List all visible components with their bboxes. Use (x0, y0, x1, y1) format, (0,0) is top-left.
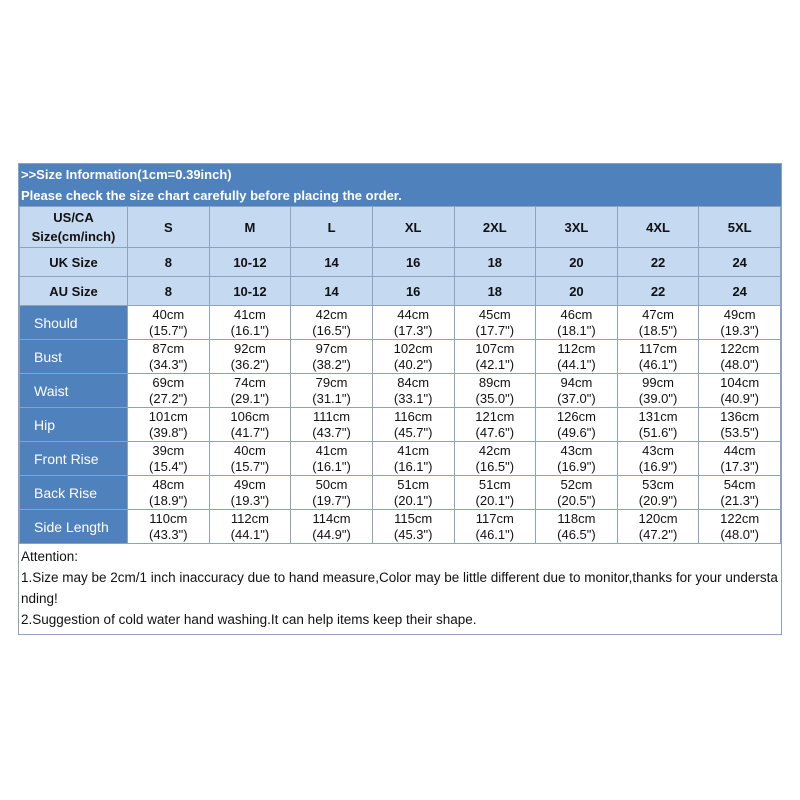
measurement-cell (291, 510, 373, 544)
measurement-cell (372, 510, 454, 544)
cm-value: 117cm (475, 510, 514, 526)
cm-value: 87cm (152, 340, 185, 356)
inch-value: (16.1") (393, 458, 433, 474)
cm-value: 53cm (642, 476, 674, 492)
inch-value: (17.7") (475, 322, 515, 338)
size-table (19, 206, 781, 544)
inch-value: (17.3") (393, 322, 433, 338)
measurement-cell (536, 408, 618, 442)
inch-value: (43.3") (149, 526, 188, 542)
measurement-cell (699, 510, 781, 544)
size-header: M (209, 207, 291, 248)
inch-value: (16.9") (557, 458, 596, 474)
cm-value: 110cm (149, 510, 188, 526)
cm-value: 42cm (315, 306, 348, 322)
measurement-label: Should (20, 306, 128, 340)
inch-value: (45.7") (393, 424, 433, 440)
measurement-cell (617, 510, 699, 544)
inch-value: (48.0") (720, 526, 759, 542)
inch-value: (53.5") (720, 424, 759, 440)
cm-value: 112cm (230, 510, 269, 526)
measurement-cell (128, 476, 210, 510)
measurement-row (20, 442, 781, 476)
measurement-cell (617, 442, 699, 476)
measurement-cell (454, 306, 536, 340)
au-size-cell: 24 (699, 277, 781, 306)
cm-value: 102cm (393, 340, 433, 356)
cm-value: 44cm (397, 306, 430, 322)
attention-note-2: 2.Suggestion of cold water hand washing.It can help items keep their shape. (21, 612, 477, 627)
au-size-row (20, 277, 781, 306)
inch-value: (27.2") (149, 390, 188, 406)
inch-value: (48.0") (720, 356, 759, 372)
cm-value: 118cm (557, 510, 596, 526)
measurement-cell (536, 306, 618, 340)
measurement-label: Side Length (20, 510, 128, 544)
measurement-row (20, 510, 781, 544)
inch-value: (44.1") (230, 526, 270, 542)
cm-value: 126cm (556, 408, 596, 424)
cm-value: 45cm (478, 306, 511, 322)
measurement-cell (128, 374, 210, 408)
cm-value: 79cm (315, 374, 348, 390)
measurement-cell (617, 374, 699, 408)
uk-size-cell: 20 (536, 248, 618, 277)
inch-value: (40.9") (720, 390, 759, 406)
inch-value: (15.4") (149, 458, 188, 474)
inch-value: (51.6") (638, 424, 678, 440)
inch-value: (15.7") (230, 458, 270, 474)
inch-value: (16.5") (475, 458, 515, 474)
inch-value: (38.2") (312, 356, 351, 372)
measurement-cell (128, 510, 210, 544)
au-size-label: AU Size (20, 277, 128, 306)
measurement-cell (372, 408, 454, 442)
measurement-cell (291, 408, 373, 442)
cm-value: 41cm (234, 306, 266, 322)
attention-note-1: 1.Size may be 2cm/1 inch inaccuracy due to hand measure,Color may be little different due to monitor,thanks for your understanding! (21, 570, 778, 606)
cm-value: 43cm (642, 442, 674, 458)
uk-size-cell: 10-12 (209, 248, 291, 277)
measurement-cell (209, 408, 291, 442)
inch-value: (20.1") (475, 492, 515, 508)
cm-value: 97cm (315, 340, 348, 356)
size-header: L (291, 207, 373, 248)
size-header: 4XL (617, 207, 699, 248)
cm-value: 117cm (639, 340, 678, 356)
cm-value: 50cm (315, 476, 348, 492)
uk-size-cell: 22 (617, 248, 699, 277)
measurement-cell (617, 476, 699, 510)
inch-value: (29.1") (230, 390, 270, 406)
cm-value: 49cm (723, 306, 756, 322)
cm-value: 120cm (638, 510, 678, 526)
cm-value: 51cm (397, 476, 430, 492)
measurement-cell (291, 340, 373, 374)
inch-value: (17.3") (720, 458, 759, 474)
cm-value: 46cm (560, 306, 593, 322)
measurement-cell (128, 306, 210, 340)
measurement-cell (372, 374, 454, 408)
measurement-label: Bust (20, 340, 128, 374)
measurement-cell (209, 374, 291, 408)
inch-value: (35.0") (475, 390, 515, 406)
inch-value: (36.2") (230, 356, 270, 372)
inch-value: (37.0") (557, 390, 596, 406)
cm-value: 41cm (315, 442, 348, 458)
cm-value: 43cm (560, 442, 593, 458)
cm-value: 41cm (397, 442, 430, 458)
inch-value: (16.1") (230, 322, 270, 338)
measurement-row (20, 340, 781, 374)
inch-value: (31.1") (312, 390, 351, 406)
measurement-cell (209, 306, 291, 340)
inch-value: (47.2") (638, 526, 678, 542)
cm-value: 51cm (478, 476, 511, 492)
inch-value: (19.3") (230, 492, 270, 508)
measurement-cell (454, 476, 536, 510)
uk-size-cell: 16 (372, 248, 454, 277)
au-size-cell: 20 (536, 277, 618, 306)
measurement-cell (454, 374, 536, 408)
measurement-cell (617, 306, 699, 340)
cm-value: 92cm (234, 340, 266, 356)
measurement-cell (209, 442, 291, 476)
au-size-cell: 14 (291, 277, 373, 306)
measurement-cell (617, 340, 699, 374)
cm-value: 111cm (313, 408, 351, 424)
cm-value: 69cm (152, 374, 185, 390)
measurement-cell (536, 340, 618, 374)
measurement-label: Waist (20, 374, 128, 408)
measurement-cell (128, 442, 210, 476)
measurement-row (20, 408, 781, 442)
measurement-cell (617, 408, 699, 442)
inch-value: (46.1") (638, 356, 678, 372)
size-header: 3XL (536, 207, 618, 248)
cm-value: 116cm (394, 408, 433, 424)
cm-value: 121cm (475, 408, 515, 424)
measurement-cell (209, 510, 291, 544)
inch-value: (39.8") (149, 424, 188, 440)
inch-value: (47.6") (475, 424, 515, 440)
measurement-cell (454, 510, 536, 544)
cm-value: 74cm (234, 374, 266, 390)
size-info-title: >>Size Information(1cm=0.39inch) (21, 167, 232, 182)
measurement-cell (536, 510, 618, 544)
cm-value: 106cm (230, 408, 270, 424)
measurement-cell (699, 374, 781, 408)
inch-value: (33.1") (393, 390, 433, 406)
inch-value: (46.5") (557, 526, 596, 542)
measurement-cell (372, 306, 454, 340)
measurement-row (20, 374, 781, 408)
inch-value: (44.9") (312, 526, 351, 542)
inch-value: (15.7") (149, 322, 188, 338)
inch-value: (20.9") (638, 492, 678, 508)
cm-value: 99cm (642, 374, 674, 390)
au-size-cell: 16 (372, 277, 454, 306)
cm-value: 39cm (152, 442, 185, 458)
cm-value: 89cm (478, 374, 511, 390)
cm-value: 122cm (720, 510, 760, 526)
measurement-cell (291, 442, 373, 476)
inch-value: (20.5") (557, 492, 596, 508)
us-size-row (20, 207, 781, 248)
measurement-cell (699, 340, 781, 374)
inch-value: (34.3") (149, 356, 188, 372)
measurement-cell (291, 374, 373, 408)
cm-value: 115cm (394, 510, 433, 526)
measurement-cell (209, 476, 291, 510)
measurement-cell (454, 442, 536, 476)
size-chart (18, 163, 782, 635)
au-size-cell: 8 (128, 277, 210, 306)
inch-value: (18.5") (638, 322, 678, 338)
cm-value: 48cm (152, 476, 185, 492)
inch-value: (43.7") (312, 424, 351, 440)
cm-value: 40cm (234, 442, 266, 458)
measurement-row (20, 476, 781, 510)
inch-value: (16.9") (638, 458, 678, 474)
measurement-cell (536, 476, 618, 510)
cm-value: 112cm (557, 340, 596, 356)
size-info-banner (19, 164, 781, 206)
measurement-cell (699, 476, 781, 510)
inch-value: (49.6") (557, 424, 596, 440)
measurement-label: Front Rise (20, 442, 128, 476)
uk-size-cell: 18 (454, 248, 536, 277)
measurement-row (20, 306, 781, 340)
inch-value: (41.7") (230, 424, 270, 440)
inch-value: (16.1") (312, 458, 351, 474)
cm-value: 84cm (397, 374, 430, 390)
measurement-cell (209, 340, 291, 374)
inch-value: (18.1") (557, 322, 596, 338)
cm-value: 44cm (723, 442, 756, 458)
cm-value: 104cm (720, 374, 760, 390)
cm-value: 49cm (234, 476, 266, 492)
us-size-label: US/CA Size(cm/inch) (20, 207, 128, 248)
size-header: XL (372, 207, 454, 248)
cm-value: 136cm (720, 408, 760, 424)
measurement-cell (536, 442, 618, 476)
size-info-warning: Please check the size chart carefully before placing the order. (21, 188, 402, 203)
measurement-cell (291, 306, 373, 340)
inch-value: (40.2") (393, 356, 433, 372)
au-size-cell: 22 (617, 277, 699, 306)
inch-value: (46.1") (475, 526, 515, 542)
measurement-cell (372, 442, 454, 476)
au-size-cell: 18 (454, 277, 536, 306)
uk-size-cell: 24 (699, 248, 781, 277)
uk-size-cell: 8 (128, 248, 210, 277)
measurement-cell (128, 408, 210, 442)
cm-value: 114cm (312, 510, 351, 526)
size-header: 5XL (699, 207, 781, 248)
uk-size-row (20, 248, 781, 277)
measurement-cell (454, 340, 536, 374)
measurement-label: Back Rise (20, 476, 128, 510)
measurement-cell (454, 408, 536, 442)
au-size-cell: 10-12 (209, 277, 291, 306)
size-header: S (128, 207, 210, 248)
inch-value: (42.1") (475, 356, 515, 372)
measurement-cell (699, 306, 781, 340)
measurement-cell (699, 442, 781, 476)
cm-value: 94cm (560, 374, 593, 390)
cm-value: 107cm (475, 340, 515, 356)
cm-value: 42cm (478, 442, 511, 458)
inch-value: (39.0") (638, 390, 678, 406)
measurement-cell (128, 340, 210, 374)
size-header: 2XL (454, 207, 536, 248)
measurement-cell (536, 374, 618, 408)
measurement-cell (372, 476, 454, 510)
cm-value: 40cm (152, 306, 185, 322)
inch-value: (19.7") (312, 492, 351, 508)
inch-value: (16.5") (312, 322, 351, 338)
inch-value: (44.1") (557, 356, 596, 372)
inch-value: (21.3") (720, 492, 759, 508)
measurement-cell (372, 340, 454, 374)
attention-notes (19, 544, 781, 634)
uk-size-label: UK Size (20, 248, 128, 277)
inch-value: (18.9") (149, 492, 188, 508)
measurement-cell (291, 476, 373, 510)
inch-value: (45.3") (393, 526, 433, 542)
attention-title: Attention: (21, 549, 79, 564)
cm-value: 52cm (560, 476, 593, 492)
measurement-label: Hip (20, 408, 128, 442)
cm-value: 122cm (720, 340, 760, 356)
inch-value: (19.3") (720, 322, 759, 338)
inch-value: (20.1") (393, 492, 433, 508)
cm-value: 101cm (148, 408, 188, 424)
cm-value: 54cm (723, 476, 756, 492)
cm-value: 47cm (642, 306, 674, 322)
cm-value: 131cm (638, 408, 678, 424)
uk-size-cell: 14 (291, 248, 373, 277)
measurement-cell (699, 408, 781, 442)
